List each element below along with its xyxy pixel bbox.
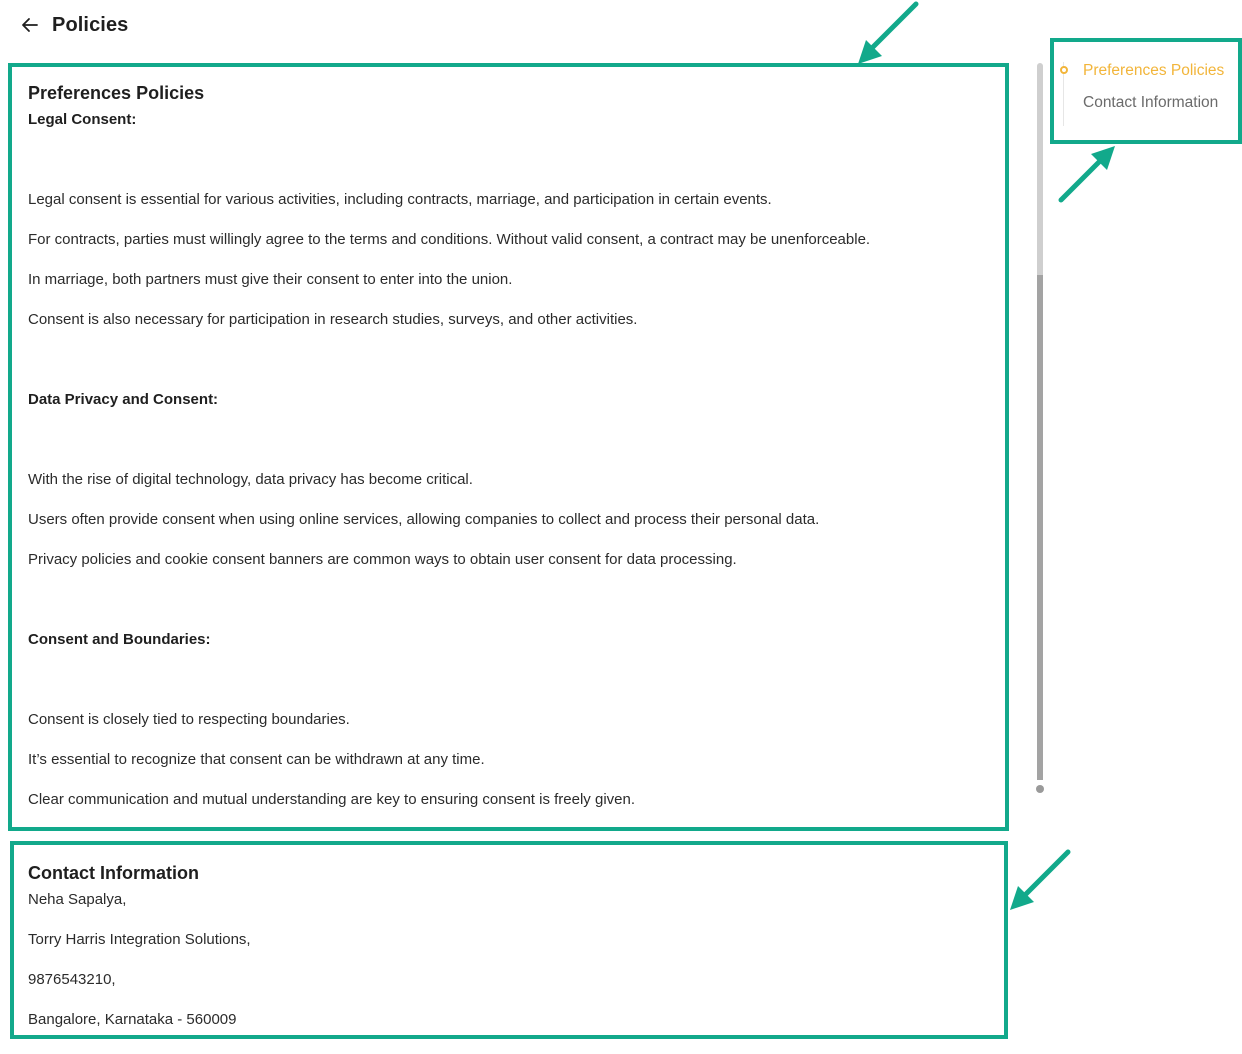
- anchor-link-preferences-policies[interactable]: [1060, 60, 1234, 92]
- legal-consent-heading: Legal Consent:: [28, 111, 137, 128]
- callout-arrow-icon: [850, 0, 930, 72]
- policy-paragraph: For contracts, parties must willingly agree to the terms and conditions. Without valid consent, a contract may be unenforceable.: [28, 231, 871, 248]
- data-privacy-heading: Data Privacy and Consent:: [28, 391, 219, 408]
- anchor-link-label: Preferences Policies: [1083, 62, 1225, 79]
- arrow-left-icon: [20, 15, 40, 35]
- callout-arrow-icon: [1004, 848, 1076, 918]
- contact-line: Bangalore, Karnataka - 560009: [28, 1011, 237, 1028]
- policies-title: Preferences Policies: [28, 83, 205, 103]
- contact-line: 9876543210,: [28, 971, 116, 988]
- policy-paragraph: With the rise of digital technology, data privacy has become critical.: [28, 471, 473, 488]
- scrollbar[interactable]: [1035, 63, 1045, 793]
- policy-paragraph: Consent is also necessary for participation in research studies, surveys, and other activities.: [28, 311, 638, 328]
- scrollbar-thumb[interactable]: [1037, 275, 1043, 780]
- policy-paragraph: Users often provide consent when using online services, allowing companies to collect and process their personal data.: [28, 511, 820, 528]
- scrollbar-track-top: [1037, 63, 1043, 275]
- contact-line: Torry Harris Integration Solutions,: [28, 931, 251, 948]
- contact-title: Contact Information: [28, 863, 199, 883]
- policy-paragraph: Privacy policies and cookie consent banners are common ways to obtain user consent for data processing.: [28, 551, 737, 568]
- page-header: [18, 10, 128, 40]
- active-dot-icon: [1060, 66, 1068, 74]
- contact-information-section: [10, 841, 1008, 1039]
- policy-paragraph: In marriage, both partners must give their consent to enter into the union.: [28, 271, 513, 288]
- policy-paragraph: Consent is closely tied to respecting boundaries.: [28, 711, 350, 728]
- consent-boundaries-heading: Consent and Boundaries:: [28, 631, 211, 648]
- anchor-navigation: [1050, 38, 1242, 144]
- anchor-list: [1060, 60, 1234, 124]
- preferences-policies-section: [8, 63, 1009, 831]
- policy-paragraph: It’s essential to recognize that consent can be withdrawn at any time.: [28, 751, 485, 768]
- policy-paragraph: Clear communication and mutual understanding are key to ensuring consent is freely given.: [28, 791, 636, 808]
- page-title: Policies: [52, 13, 129, 36]
- policy-paragraph: Legal consent is essential for various activities, including contracts, marriage, and participation in certain events.: [28, 191, 772, 208]
- anchor-link-label: Contact Information: [1083, 94, 1219, 111]
- callout-arrow-icon: [1055, 140, 1125, 206]
- policies-content: [28, 82, 995, 810]
- anchor-link-contact-information[interactable]: [1060, 92, 1234, 124]
- back-button[interactable]: [18, 13, 42, 37]
- contact-content: [28, 862, 994, 1030]
- scrollbar-end-cap: [1036, 785, 1044, 793]
- contact-line: Neha Sapalya,: [28, 891, 127, 908]
